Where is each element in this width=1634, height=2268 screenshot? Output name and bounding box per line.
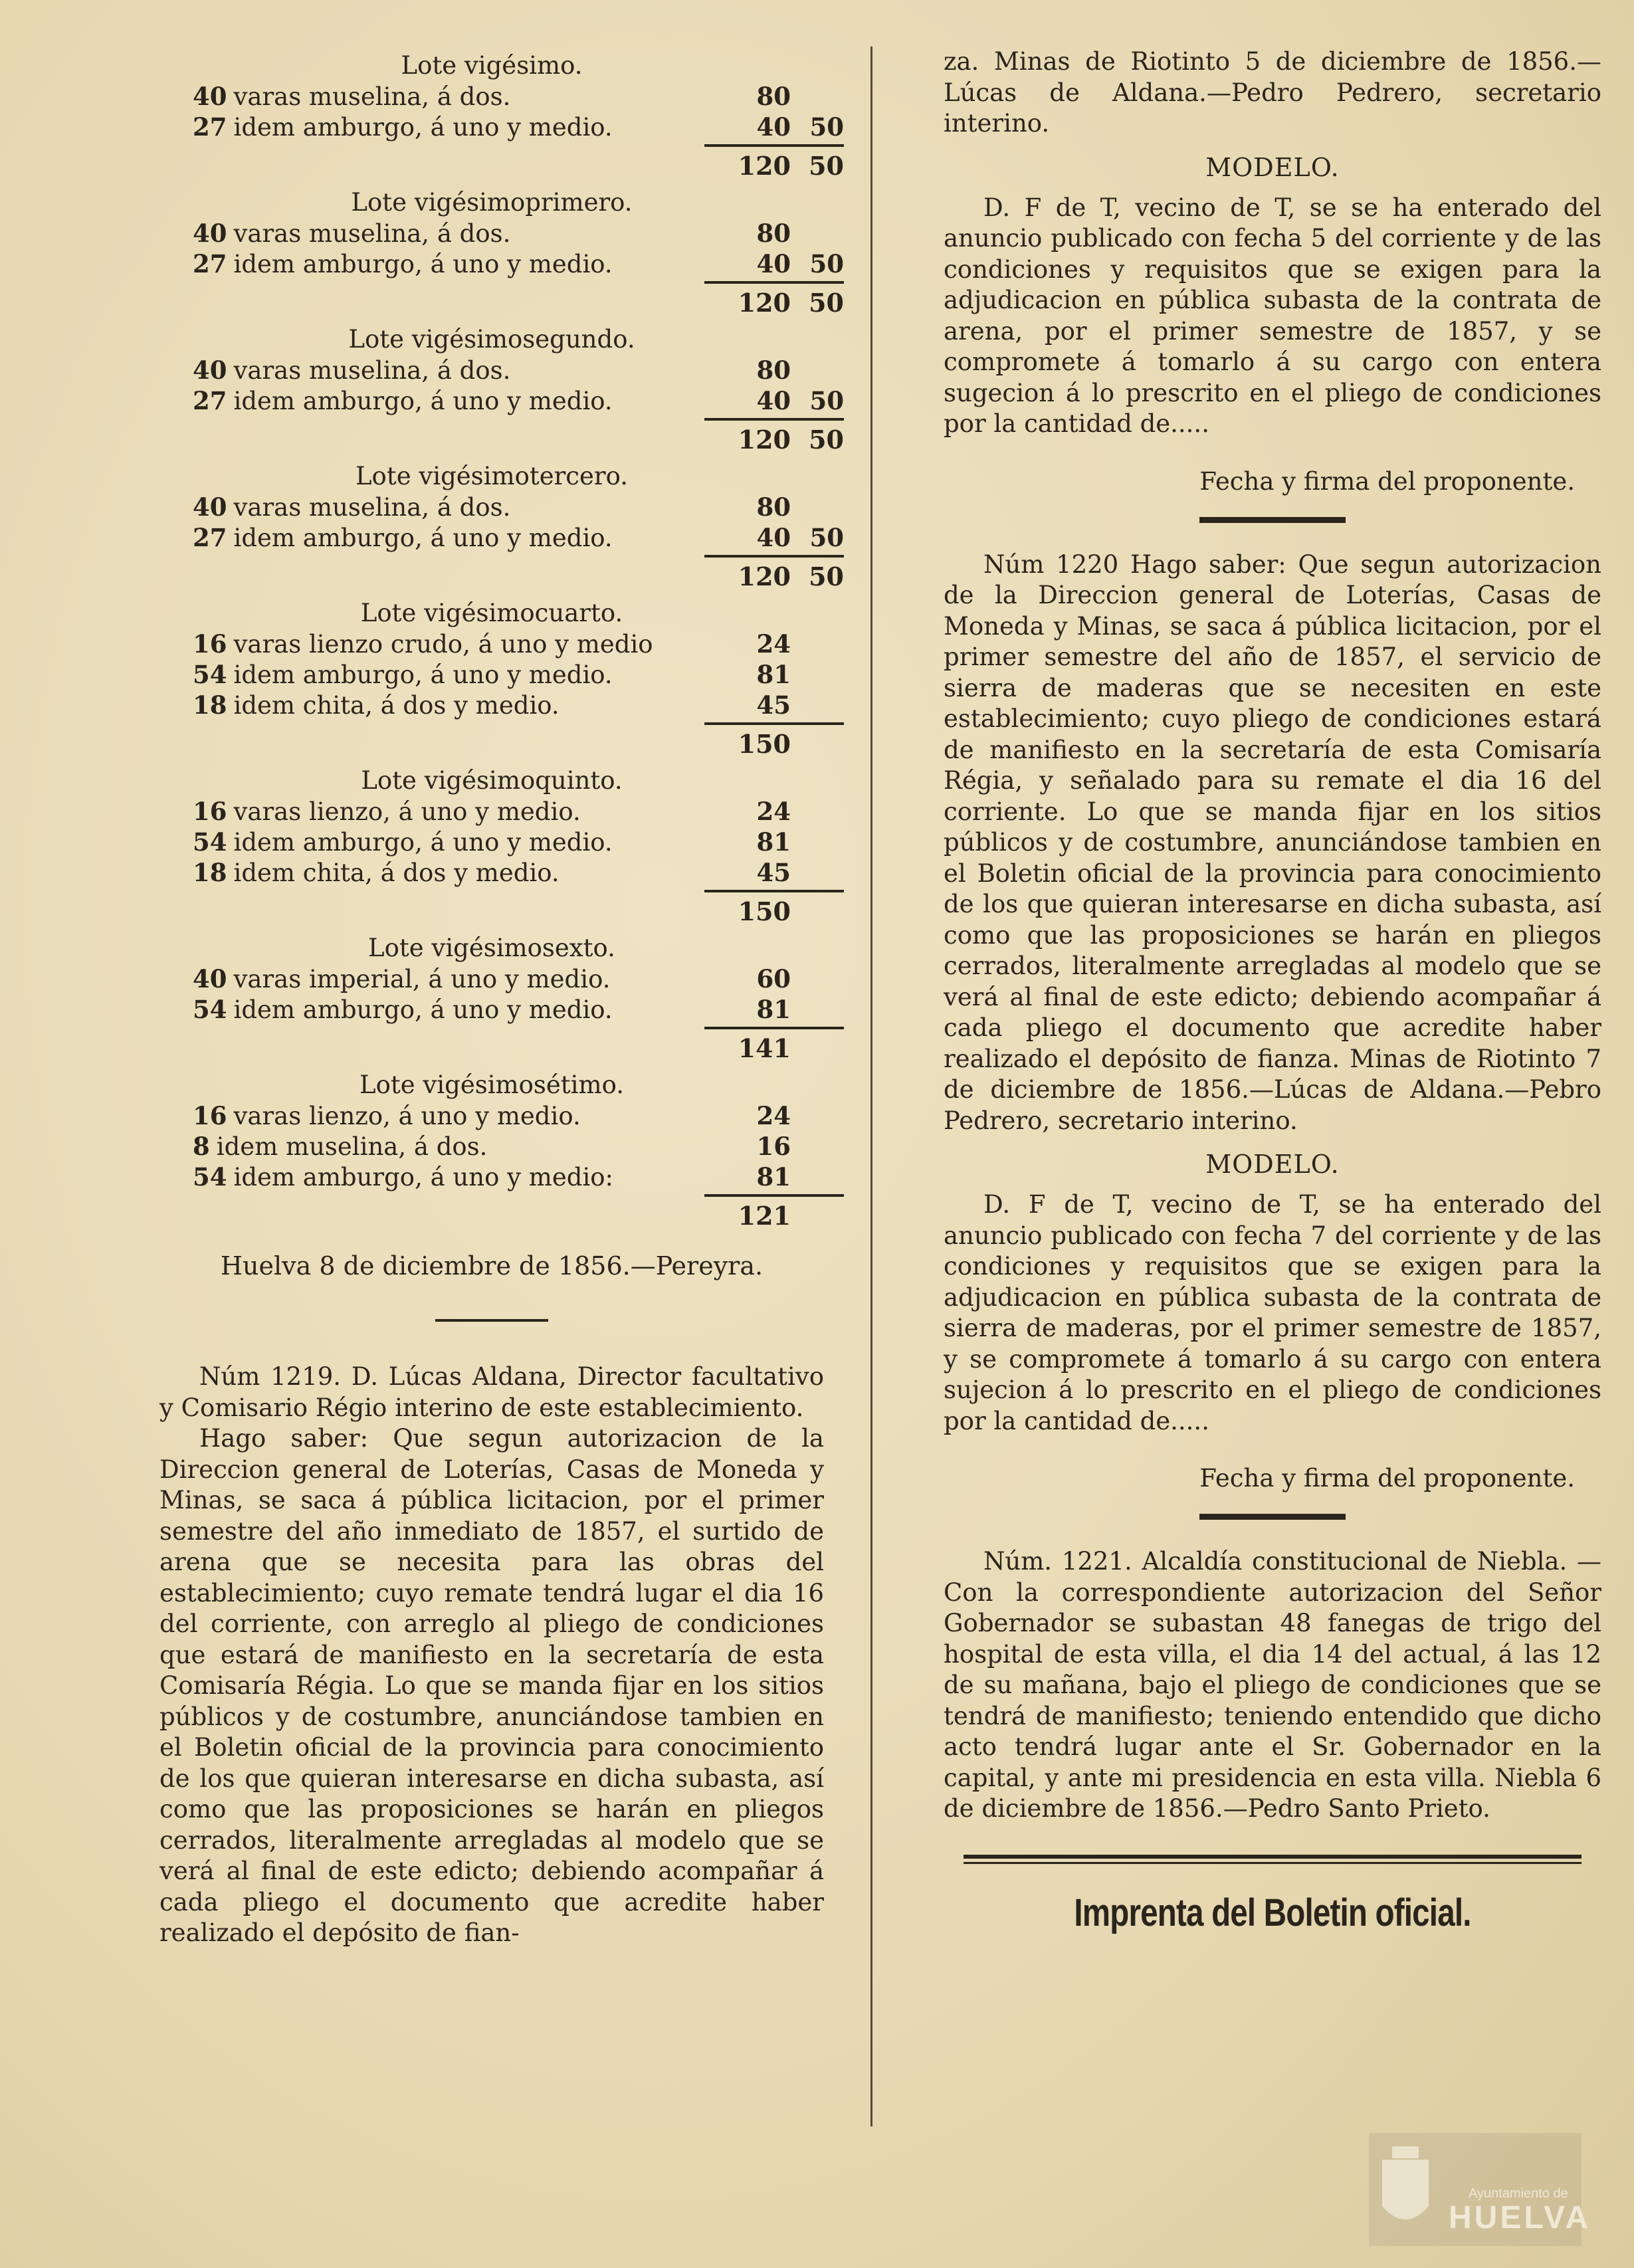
lot-total-reales: 120 bbox=[738, 151, 791, 181]
lot-item-description bbox=[193, 112, 613, 143]
column-divider bbox=[870, 47, 872, 2126]
lot-total-row bbox=[159, 149, 844, 183]
lot-item-quantity: 27 bbox=[193, 112, 227, 142]
notice-1219-signature: Fecha y firma del proponente. bbox=[1199, 466, 1575, 496]
lot-item-row bbox=[159, 629, 824, 659]
lot-item-quantity: 40 bbox=[193, 964, 227, 993]
lot-title: Lote vigésimosexto. bbox=[368, 934, 615, 962]
lot-item-quantity: 40 bbox=[193, 356, 227, 385]
notice-1219-intro-text: D. Lúcas Aldana, Director facultativo y Comisario Régio interino de este establecimiento. bbox=[159, 1362, 824, 1422]
lot-item-reales: 80 bbox=[756, 219, 791, 248]
lot-item-description bbox=[193, 964, 610, 995]
notice-1220-signature: Fecha y firma del proponente. bbox=[1199, 1464, 1575, 1493]
lot-item-quantity: 54 bbox=[193, 1162, 227, 1191]
lot-total-cents: 50 bbox=[809, 425, 844, 455]
notice-1220-model-text: D. F de T, vecino de T, se ha enterado del anuncio publicado con fecha 7 del corriente y de las condiciones y requisitos que se exigen para la adjudicacion en pública subasta de la contrata de sierra de maderas, por el primer semestre de 1857, y se compromete á tomarlo á su cargo con entera sujecion á lo prescrito en el pliego de condiciones por la cantidad de..... bbox=[944, 1190, 1601, 1435]
section-divider bbox=[1199, 1514, 1346, 1520]
lot-sum-rule bbox=[159, 1192, 824, 1199]
left-column bbox=[159, 47, 844, 1949]
lot-item-description bbox=[193, 81, 510, 112]
lot-item-text: varas lienzo, á uno y medio. bbox=[233, 797, 581, 826]
lot-item-quantity: 16 bbox=[193, 1101, 227, 1130]
notice-1220-number: Núm 1220 bbox=[983, 550, 1119, 579]
lot-total-reales: 120 bbox=[738, 425, 791, 455]
lot-item-text: idem amburgo, á uno y medio. bbox=[233, 828, 613, 857]
lot-item-description bbox=[193, 827, 613, 858]
lot-item-text: varas lienzo, á uno y medio. bbox=[233, 1102, 581, 1130]
lot-item-text: varas imperial, á uno y medio. bbox=[233, 965, 611, 993]
lot-item-quantity: 16 bbox=[193, 797, 227, 826]
lot-total-reales: 141 bbox=[738, 1033, 791, 1063]
lot-item-row bbox=[159, 492, 824, 522]
lot-item-quantity: 27 bbox=[193, 386, 227, 415]
lot-item-text: idem chita, á dos y medio. bbox=[233, 859, 560, 887]
lot-total-row bbox=[159, 1031, 824, 1066]
closing-double-rule bbox=[964, 1855, 1582, 1864]
lot-item-cents: 50 bbox=[809, 249, 844, 278]
lot-total-reales: 121 bbox=[738, 1201, 791, 1231]
lot-item-description bbox=[193, 690, 560, 721]
lot-item-reales: 40 bbox=[756, 112, 791, 142]
lot-item-text: idem amburgo, á uno y medio. bbox=[233, 387, 613, 415]
lot-item-text: idem amburgo, á uno y medio: bbox=[233, 1163, 614, 1191]
lot-item-quantity: 40 bbox=[193, 82, 227, 111]
lot-item-row bbox=[159, 355, 824, 385]
lot-item-text: idem amburgo, á uno y medio. bbox=[233, 524, 613, 552]
lot-item-reales: 81 bbox=[756, 1162, 791, 1191]
lot-total-row bbox=[159, 286, 844, 320]
lot-block bbox=[159, 324, 844, 457]
lot-item-quantity: 18 bbox=[193, 690, 227, 720]
lot-item-text: varas muselina, á dos. bbox=[233, 356, 511, 385]
lot-block bbox=[159, 933, 824, 1066]
notice-1219-model-heading: MODELO. bbox=[1205, 152, 1340, 182]
section-divider bbox=[435, 1319, 548, 1322]
lot-item-text: idem chita, á dos y medio. bbox=[233, 691, 560, 720]
lot-item-quantity: 27 bbox=[193, 249, 227, 278]
lot-title: Lote vigésimosétimo. bbox=[359, 1071, 624, 1099]
lot-item-text: varas muselina, á dos. bbox=[233, 493, 511, 522]
notice-1219-body-cont: za. Minas de Riotinto 5 de diciembre de 1856.—Lúcas de Aldana.—Pedro Pedrero, secretario interino. bbox=[944, 47, 1601, 138]
lots-signoff: Huelva 8 de diciembre de 1856.—Pereyra. bbox=[220, 1251, 764, 1281]
lot-item-reales: 24 bbox=[756, 797, 791, 826]
lot-item-reales: 24 bbox=[756, 629, 791, 659]
lot-item-row bbox=[159, 249, 844, 279]
lot-sum-rule bbox=[159, 1025, 824, 1031]
lot-title: Lote vigésimoquinto. bbox=[361, 766, 623, 795]
notice-1219-body: Hago saber: Que segun autorizacion de la Direccion general de Loterías, Casas de Moneda y Minas, se saca á pública licitacion, por el primer semestre del año inmediato de 1857, el surtido de arena que se necesita para las obras del establecimiento; cuyo remate tendrá lugar el dia 16 del corriente, con arreglo al pliego de condiciones que estará de manifiesto en la secretaría de esta Comisaría Régia. Lo que se manda fijar en los sitios públicos y de costumbre, anunciándose tambien en el Boletin oficial de la provincia para conocimiento de los que quieran interesarse en dicha subasta, así como que las proposiciones se harán en pliegos cerrados, literalmente arregladas al modelo que se verá al final de este edicto; debiendo acompañar á cada pliego el documento que acredite haber realizado el depósito de fian- bbox=[159, 1424, 824, 1947]
notice-1221 bbox=[944, 1546, 1601, 1825]
lot-item-row bbox=[159, 385, 844, 416]
lot-total-cents: 50 bbox=[809, 288, 844, 318]
lot-item-row bbox=[159, 218, 824, 249]
lot-title: Lote vigésimosegundo. bbox=[348, 325, 635, 354]
lot-item-reales: 60 bbox=[756, 964, 791, 993]
lot-total-cents: 50 bbox=[809, 151, 844, 181]
lot-item-quantity: 8 bbox=[193, 1132, 210, 1161]
lot-item-description bbox=[193, 857, 560, 888]
lot-item-text: idem muselina, á dos. bbox=[216, 1132, 488, 1161]
lot-item-reales: 45 bbox=[756, 858, 791, 887]
lot-total-row bbox=[159, 727, 824, 762]
lot-sum-rule bbox=[159, 720, 824, 727]
lot-sum-rule bbox=[159, 888, 824, 894]
lot-item-cents: 50 bbox=[809, 386, 844, 415]
lot-sum-rule bbox=[159, 553, 824, 560]
lot-item-reales: 80 bbox=[756, 82, 791, 111]
lot-item-quantity: 54 bbox=[193, 827, 227, 857]
lot-item-text: idem amburgo, á uno y medio. bbox=[233, 995, 613, 1024]
lot-item-reales: 80 bbox=[756, 492, 791, 522]
lot-item-row bbox=[159, 964, 824, 994]
lot-total-row bbox=[159, 560, 844, 594]
lot-total-row bbox=[159, 423, 844, 457]
lot-item-description bbox=[193, 355, 510, 386]
lot-item-row bbox=[159, 1131, 824, 1162]
lot-item-description bbox=[193, 492, 510, 523]
lot-item-description bbox=[193, 629, 653, 660]
lot-total-reales: 150 bbox=[738, 729, 791, 759]
lot-item-reales: 45 bbox=[756, 690, 791, 720]
notice-1220-text: Hago saber: Que segun autorizacion de la Direccion general de Loterías, Casas de Moneda y Minas, se saca á pública licitacion, por el primer semestre del año de 1857, el servicio de sierra de maderas que se necesiten en este establecimiento; cuyo pliego de condiciones estará de manifiesto en la secretaría de esta Comisaría Régia, y señalado para su remate el dia 16 del corriente. Lo que se manda fijar en los sitios públicos y de costumbre, anunciándose tambien en el Boletin oficial de la provincia para conocimiento de los que quieran interesarse en dicha subasta, así como que las proposiciones se harán en pliegos cerrados, literalmente arregladas al modelo que se verá al final de este edicto; debiendo acompañar á cada pliego el documento que acredite haber realizado el depósito de fianza. Minas de Riotinto 7 de diciembre de 1856.—Lúcas de Aldana.—Pebro Pedrero, secretario interino. bbox=[944, 550, 1602, 1135]
lot-item-row bbox=[159, 994, 824, 1025]
lot-block bbox=[159, 766, 824, 929]
lot-item-quantity: 40 bbox=[193, 219, 227, 248]
lot-item-text: varas muselina, á dos. bbox=[233, 82, 511, 111]
lot-sum-rule bbox=[159, 279, 824, 286]
watermark-line2: HUELVA bbox=[1449, 2200, 1591, 2235]
lot-item-row bbox=[159, 1100, 824, 1131]
lot-item-row bbox=[159, 522, 844, 553]
notice-1219-intro bbox=[159, 1362, 824, 1423]
imprint: Imprenta del Boletin oficial. bbox=[1074, 1891, 1471, 1934]
lot-item-quantity: 54 bbox=[193, 660, 227, 689]
notice-1221-text: Alcaldía constitucional de Niebla. —Con la correspondiente autorizacion del Señor Gobernador se subastan 48 fanegas de trigo del hospital de esta villa, el dia 14 del actual, á las 12 de su mañana, bajo el pliego de condiciones que se tendrá de manifiesto; teniendo entendido que dicho acto tendrá lugar ante el Sr. Gobernador en la capital, y ante mi presidencia en esta villa. Niebla 6 de diciembre de 1856.—Pedro Santo Prieto. bbox=[944, 1547, 1601, 1823]
lot-block bbox=[159, 598, 824, 762]
lot-block bbox=[159, 1070, 824, 1233]
lot-item-reales: 40 bbox=[756, 523, 791, 552]
lot-title: Lote vigésimoprimero. bbox=[351, 188, 633, 217]
lot-item-cents: 50 bbox=[809, 112, 844, 142]
lot-total-reales: 120 bbox=[738, 288, 791, 318]
notice-1220-model-heading: MODELO. bbox=[1205, 1150, 1340, 1179]
lot-block bbox=[159, 51, 844, 183]
lot-item-quantity: 16 bbox=[193, 629, 227, 659]
lot-item-reales: 16 bbox=[756, 1132, 791, 1161]
lot-item-description bbox=[193, 218, 510, 249]
lot-block bbox=[159, 187, 844, 320]
lot-item-row bbox=[159, 1162, 824, 1192]
lot-item-text: idem amburgo, á uno y medio. bbox=[233, 113, 613, 142]
lot-item-cents: 50 bbox=[809, 523, 844, 552]
lot-item-reales: 40 bbox=[756, 249, 791, 278]
lot-item-description bbox=[193, 385, 613, 417]
lot-item-quantity: 27 bbox=[193, 523, 227, 552]
lot-item-reales: 24 bbox=[756, 1101, 791, 1130]
lot-item-row bbox=[159, 857, 824, 888]
lot-item-row bbox=[159, 81, 824, 112]
notice-1219-number: Núm 1219. bbox=[199, 1362, 342, 1391]
lot-sum-rule bbox=[159, 416, 824, 423]
right-column bbox=[944, 47, 1601, 1935]
lot-total-reales: 120 bbox=[738, 562, 791, 591]
lot-item-row bbox=[159, 112, 844, 142]
lot-item-reales: 40 bbox=[756, 386, 791, 415]
lot-title: Lote vigésimo. bbox=[401, 51, 583, 80]
lot-item-row bbox=[159, 796, 824, 827]
section-divider bbox=[1199, 517, 1346, 523]
lots-list bbox=[159, 51, 844, 1233]
lot-item-row bbox=[159, 659, 824, 690]
lot-item-description bbox=[193, 796, 581, 827]
lot-item-quantity: 40 bbox=[193, 492, 227, 522]
lot-item-text: idem amburgo, á uno y medio. bbox=[233, 661, 613, 689]
lot-item-description bbox=[193, 1131, 487, 1162]
lot-item-description bbox=[193, 1100, 581, 1132]
lot-item-description bbox=[193, 249, 613, 280]
lot-item-reales: 81 bbox=[756, 827, 791, 857]
lot-item-text: idem amburgo, á uno y medio. bbox=[233, 250, 613, 278]
lot-total-row bbox=[159, 894, 824, 929]
lot-item-reales: 81 bbox=[756, 660, 791, 689]
lot-item-row bbox=[159, 690, 824, 720]
lot-item-description bbox=[193, 1162, 613, 1193]
lot-title: Lote vigésimocuarto. bbox=[360, 599, 623, 627]
lot-sum-rule bbox=[159, 142, 824, 149]
lot-total-reales: 150 bbox=[738, 896, 791, 926]
lot-item-description bbox=[193, 994, 613, 1025]
notice-1221-number: Núm. 1221. bbox=[983, 1547, 1132, 1576]
lot-item-quantity: 18 bbox=[193, 858, 227, 887]
lot-item-reales: 80 bbox=[756, 356, 791, 385]
watermark-line1: Ayuntamiento de bbox=[1469, 2186, 1568, 2201]
notice-1220 bbox=[944, 550, 1601, 1137]
lot-item-reales: 81 bbox=[756, 995, 791, 1024]
lot-item-description bbox=[193, 522, 613, 554]
lot-item-row bbox=[159, 827, 824, 857]
lot-total-row bbox=[159, 1199, 824, 1233]
lot-total-cents: 50 bbox=[809, 562, 844, 591]
lot-item-text: varas lienzo crudo, á uno y medio bbox=[233, 630, 653, 659]
notice-1219-model-text: D. F de T, vecino de T, se se ha enterado del anuncio publicado con fecha 5 del corriente y de las condiciones y requisitos que se exigen para la adjudicacion en pública subasta de la contrata de arena, por el primer semestre de 1857, y se compromete á tomarlo á su cargo con entera sugecion á lo prescrito en el pliego de condiciones por la cantidad de..... bbox=[944, 193, 1601, 438]
lot-item-text: varas muselina, á dos. bbox=[233, 219, 511, 248]
lot-block bbox=[159, 461, 844, 594]
archive-watermark bbox=[1369, 2133, 1591, 2246]
lot-title: Lote vigésimotercero. bbox=[355, 462, 629, 490]
lot-item-description bbox=[193, 659, 613, 690]
lot-item-quantity: 54 bbox=[193, 995, 227, 1024]
